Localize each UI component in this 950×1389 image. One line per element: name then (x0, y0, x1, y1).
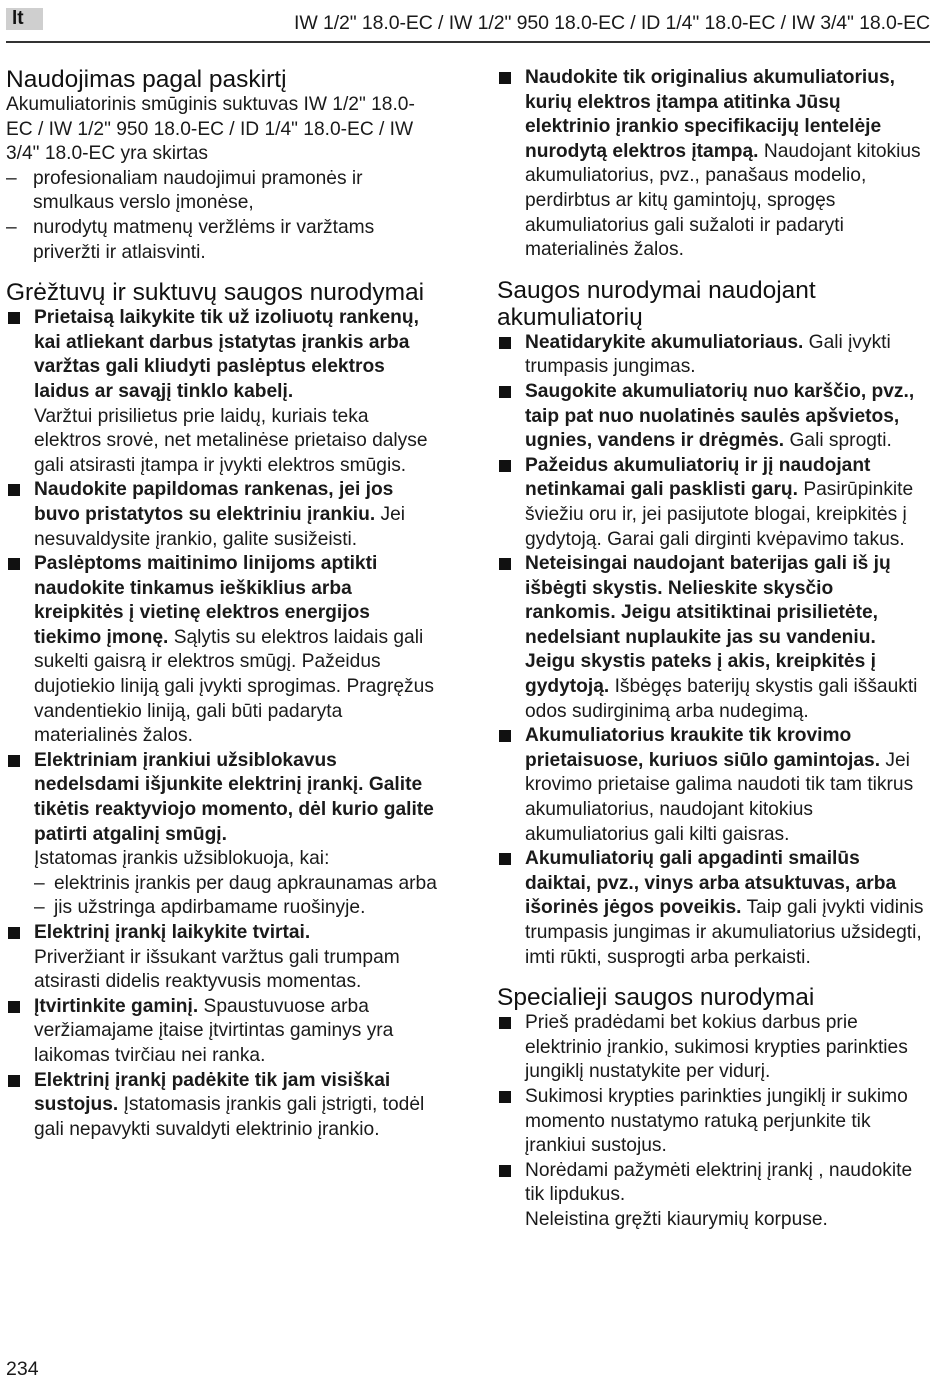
warning-text: Akumuliatorius kraukite tik krovimo prietaisuose, kuriuos siūlo gamintojas. (525, 725, 881, 771)
warning-text: Neteisingai naudojant baterijas gali iš jų išbėgti skystis. Nelieskite skysčio rankomis. Jeigu atsitiktinai prisilietėte, nedelsiant nuplaukite jas su vandeniu. Jeigu skystis pateks į akis, kreipkitės į gydytoją. (525, 553, 891, 698)
page-number: 234 (6, 1358, 39, 1380)
battery-safety-list (497, 331, 929, 970)
list-item (497, 1159, 929, 1233)
instruction-text: Norėdami pažymėti elektrinį įrankį , naudokite tik lipdukus. (525, 1159, 913, 1206)
warning-text: Elektrinį įrankį padėkite tik jam visiškai sustojus. (34, 1069, 391, 1116)
warning-explanation: Gali įvykti trumpasis jungimas. (525, 331, 891, 378)
section-heading-drill-safety: Grėžtuvų ir suktuvų saugos nurodymai (6, 279, 425, 307)
list-item (6, 921, 438, 995)
warning-explanation: Sąlytis su elektros laidais gali sukelti gaisrą ir elektros smūgį. Pažeidus dujotiekio liniją gali įvykti sprogimas. Pragręžus vandentiekio liniją, gali būti padaryta materialinės žalos. (34, 626, 434, 747)
bullet-square-icon (8, 755, 20, 767)
warning-explanation: Varžtui prisilietus prie laidų, kuriais teka elektros srovė, net metalinėse prietaiso dalyse gali atsirasti įtampa ir įvykti elektros smūgis. (34, 405, 428, 476)
warning-text: Naudokite tik originalius akumuliatorius, kurių elektros įtampa atitinka Jūsų elektrinio įrankio specifikacijų lentelėje nurodytą elektros įtampą. (525, 67, 895, 162)
warning-explanation: Įstatomasis įrankis gali įstrigti, todėl gali nepavykti suvaldyti elektrinio įrankio. (34, 1094, 425, 1140)
warning-text: Neatidarykite akumuliatoriaus. (525, 331, 804, 353)
instruction-text: Neleistina gręžti kiaurymių korpuse. (525, 1208, 828, 1230)
bullet-square-icon (8, 1001, 20, 1013)
bullet-square-icon (499, 386, 511, 398)
list-item (497, 724, 929, 847)
warning-explanation: Jei nesuvaldysite įrankio, galite susižeisti. (34, 503, 406, 550)
bullet-square-icon (8, 558, 20, 570)
list-item (497, 454, 929, 552)
warning-explanation: Spaustuvuose arba veržiamajame įtaise įtvirtintas gaminys yra laikomas tvirčiau nei ranka. (34, 995, 394, 1066)
bullet-square-icon (499, 730, 511, 742)
list-item: – profesionaliam naudojimui pramonės ir smulkaus verslo įmonėse, (6, 167, 438, 216)
list-item: – jis užstringa apdirbamame ruošinyje. (34, 896, 438, 921)
warning-explanation: Priveržiant ir išsukant varžtus gali trumpam atsirasti didelis reaktyvusis momentas. (34, 946, 400, 993)
bullet-square-icon (499, 337, 511, 349)
intended-use-list (6, 167, 438, 265)
warning-text: Akumuliatorių gali apgadinti smailūs daiktai, pvz., vinys arba atsuktuvas, arba išorinės jėgos poveikis. (525, 848, 897, 919)
battery-original-list (497, 66, 929, 263)
bullet-square-icon (499, 853, 511, 865)
intended-use-intro: Akumuliatorinis smūginis suktuvas IW 1/2" 18.0-EC / IW 1/2" 950 18.0-EC / ID 1/4" 18.0-EC / IW 3/4" 18.0-EC yra skirtas (6, 94, 415, 165)
bullet-square-icon (499, 1091, 511, 1103)
warning-explanation: Išbėgęs baterijų skystis gali iššaukti odos sudirginimą arba nudegimą. (525, 676, 918, 722)
instruction-text: Prieš pradėdami bet kokius darbus prie elektrinio įrankio, sukimosi krypties parinkties jungiklį nustatykite per vidurį. (525, 1012, 908, 1083)
warning-explanation: Įstatomas įrankis užsiblokuoja, kai: (34, 848, 330, 870)
header-model-title: IW 1/2" 18.0-EC / IW 1/2" 950 18.0-EC / ID 1/4" 18.0-EC / IW 3/4" 18.0-EC (294, 12, 930, 34)
list-item (6, 995, 438, 1069)
section-heading-special-safety: Specialieji saugos nurodymai (497, 984, 815, 1012)
warning-explanation: Naudojant kitokius akumuliatorius, pvz., panašaus modelio, perdirbtus ar kitų gamintojų, sprogęs akumuliatorius gali sužaloti ir padaryti materialinės žalos. (525, 140, 921, 261)
blocking-causes-list (34, 872, 438, 921)
list-item (497, 1085, 929, 1159)
list-item: – elektrinis įrankis per daug apkraunamas arba (34, 872, 438, 897)
bullet-square-icon (499, 1165, 511, 1177)
language-badge: lt (6, 8, 43, 30)
list-item: – nurodytų matmenų veržlėms ir varžtams priveržti ir atlaisvinti. (6, 216, 438, 265)
bullet-square-icon (499, 460, 511, 472)
right-column (497, 66, 929, 1233)
list-item (6, 306, 438, 478)
bullet-square-icon (8, 927, 20, 939)
bullet-square-icon (8, 312, 20, 324)
list-item (497, 1011, 929, 1085)
warning-text: Įtvirtinkite gaminį. (34, 995, 199, 1017)
special-safety-list (497, 1011, 929, 1232)
warning-text: Elektrinį įrankį laikykite tvirtai. (34, 922, 311, 943)
bullet-square-icon (499, 558, 511, 570)
warning-text: Paslėptoms maitinimo linijoms aptikti naudokite tinkamus ieškiklius arba kreipkitės į vietinę elektros energijos tiekimo įmonę. (34, 553, 378, 648)
section-heading-intended-use: Naudojimas pagal paskirtį (6, 66, 287, 93)
header-divider (6, 41, 930, 43)
list-item (497, 331, 929, 380)
list-item (497, 66, 929, 263)
list-item (6, 552, 438, 749)
warning-explanation: Taip gali įvykti vidinis trumpasis jungimas ir akumuliatorius užsidegti, imti rūkti, susprogti arba perkaisti. (525, 897, 924, 968)
instruction-text: Sukimosi krypties parinkties jungiklį ir sukimo momento nustatymo ratuką perjunkite tik įrankiui sustojus. (525, 1085, 908, 1157)
list-item (497, 380, 929, 454)
warning-text: Naudokite papildomas rankenas, jei jos buvo pristatytos su elektriniu įrankiu. (34, 479, 394, 525)
list-item (6, 749, 438, 921)
warning-explanation: Pasirūpinkite šviežiu oru ir, jei pasijutote blogai, kreipkitės į gydytoją. Garai gali dirginti kvėpavimo takus. (525, 479, 914, 550)
warning-explanation: Jei krovimo prietaise galima naudoti tik tam tikrus akumuliatorius, naudojant kitokius akumuliatorius gali kilti gaisras. (525, 749, 914, 845)
warning-text: Saugokite akumuliatorių nuo karščio, pvz., taip pat nuo nuolatinės saulės apšvietos, ugnies, vandens ir drėgmės. (525, 380, 915, 452)
list-item (6, 1069, 438, 1143)
drill-safety-list (6, 306, 438, 1142)
warning-text: Elektriniam įrankiui užsiblokavus nedelsdami išjunkite elektrinį įrankį. Galite tikėtis reaktyviojo momento, dėl kurio galite patirti atgalinį smūgį. (34, 749, 434, 845)
section-heading-battery-safety: Saugos nurodymai naudojant akumuliatorių (497, 276, 816, 331)
warning-explanation: Gali sprogti. (789, 430, 892, 452)
bullet-square-icon (499, 72, 511, 84)
bullet-square-icon (8, 1075, 20, 1087)
left-column (6, 66, 438, 1142)
list-item (497, 552, 929, 724)
bullet-square-icon (499, 1017, 511, 1029)
list-item (497, 847, 929, 970)
warning-text: Pažeidus akumuliatorių ir jį naudojant netinkamai gali pasklisti garų. (525, 454, 871, 501)
list-item (6, 478, 438, 552)
bullet-square-icon (8, 484, 20, 496)
warning-text: Prietaisą laikykite tik už izoliuotų rankenų, kai atliekant darbus įstatytas įrankis arba varžtas gali kliudyti paslėptus elektros laidus ar savąjį tinklo kabelį. (34, 307, 419, 402)
